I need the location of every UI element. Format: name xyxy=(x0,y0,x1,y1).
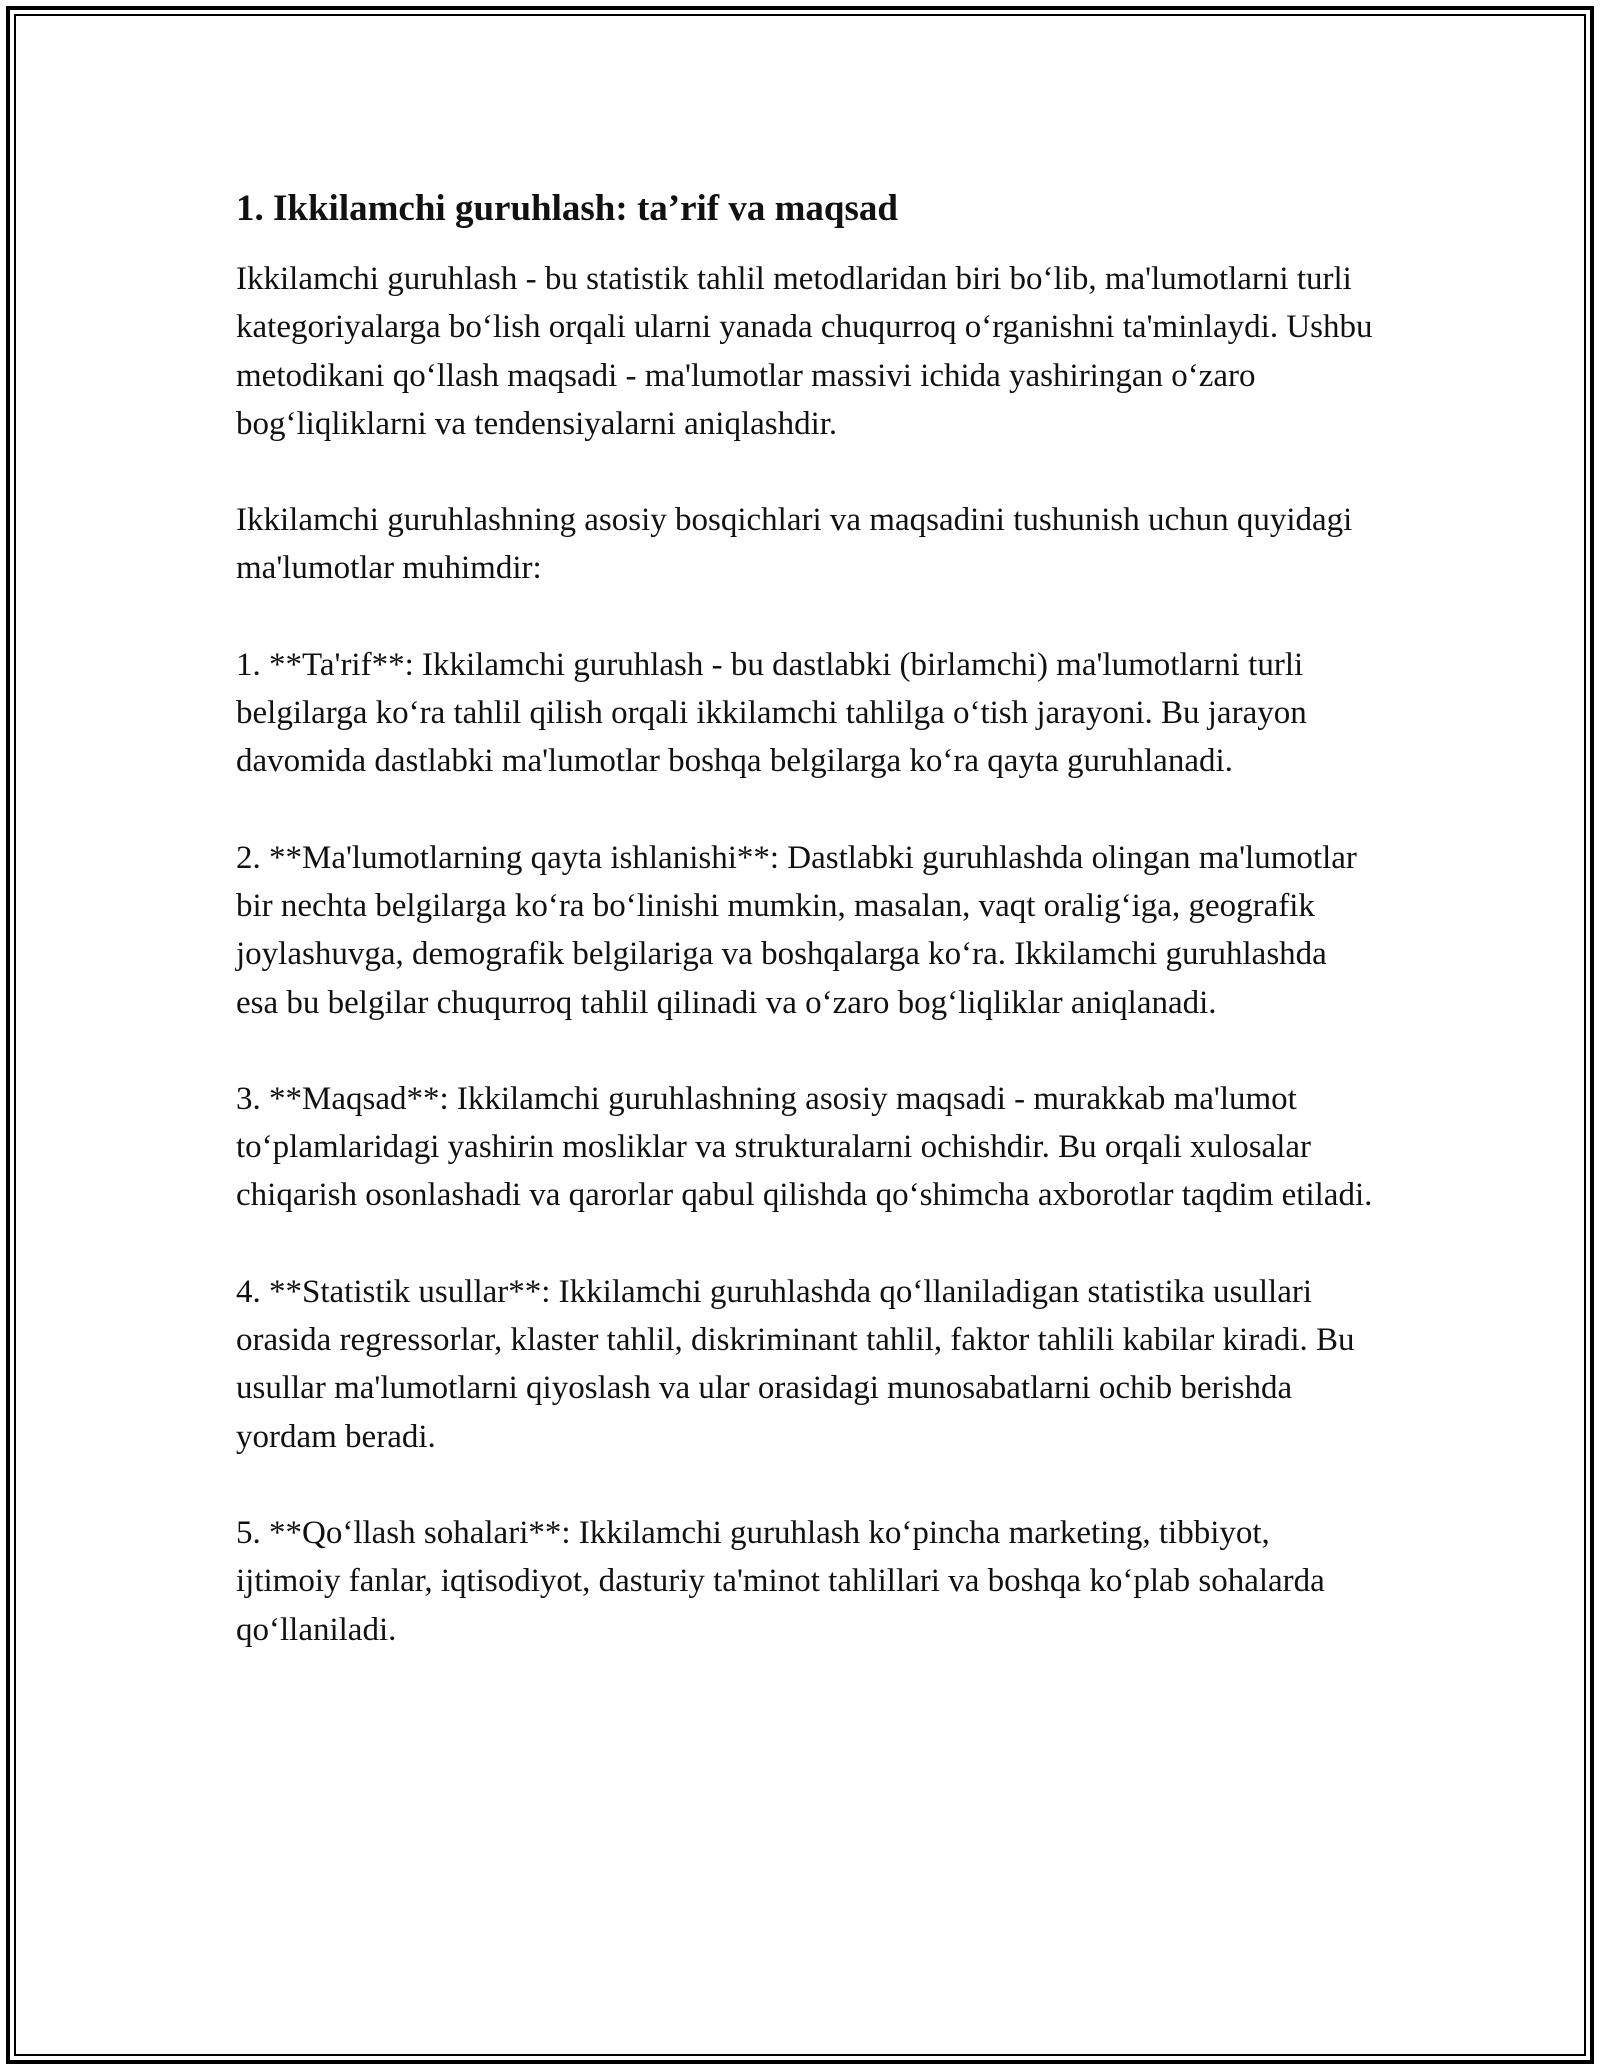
list-item-application-areas: 5. **Qo‘llash sohalari**: Ikkilamchi guruhlash ko‘pincha marketing, tibbiyot, ijtimoiy fanlar, iqtisodiyot, dasturiy ta'minot tahlillari va boshqa ko‘plab sohalarda qo‘llaniladi. xyxy=(236,1514,1325,1648)
list-item-statistical-methods: 4. **Statistik usullar**: Ikkilamchi guruhlashda qo‘llaniladigan statistika usullari orasida regressorlar, klaster tahlil, diskriminant tahlil, faktor tahlili kabilar kiradi. Bu usullar ma'lumotlarni qiyoslash va ular orasidagi munosabatlarni ochib berishda yordam beradi. xyxy=(236,1273,1355,1455)
intro-paragraph: Ikkilamchi guruhlash - bu statistik tahlil metodlaridan biri bo‘lib, ma'lumotlarni turli kategoriyalarga bo‘lish orqali ularni yanada chuqurroq o‘rganishni ta'minlaydi. Ushbu metodikani qo‘llash maqsadi - ma'lumotlar massivi ichida yashiringan o‘zaro bog‘liqliklarni va tendensiyalarni aniqlashdir. xyxy=(236,261,1373,442)
document-body xyxy=(236,185,1376,1702)
section-title: 1. Ikkilamchi guruhlash: ta’rif va maqsad xyxy=(236,188,898,229)
lead-in-paragraph: Ikkilamchi guruhlashning asosiy bosqichlari va maqsadini tushunish uchun quyidagi ma'lumotlar muhimdir: xyxy=(236,502,1353,587)
list-item-definition: 1. **Ta'rif**: Ikkilamchi guruhlash - bu dastlabki (birlamchi) ma'lumotlarni turli belgilarga ko‘ra tahlil qilish orqali ikkilamchi tahlilga o‘tish jarayoni. Bu jarayon davomida dastlabki ma'lumotlar boshqa belgilarga ko‘ra qayta guruhlanadi. xyxy=(236,646,1307,780)
list-item-purpose: 3. **Maqsad**: Ikkilamchi guruhlashning asosiy maqsadi - murakkab ma'lumot to‘plamlaridagi yashirin mosliklar va strukturalarni ochishdir. Bu orqali xulosalar chiqarish osonlashadi va qarorlar qabul qilishda qo‘shimcha axborotlar taqdim etiladi. xyxy=(236,1080,1373,1214)
list-item-data-processing: 2. **Ma'lumotlarning qayta ishlanishi**: Dastlabki guruhlashda olingan ma'lumotlar bir nechta belgilarga ko‘ra bo‘linishi mumkin, masalan, vaqt oralig‘iga, geografik joylashuvga, demografik belgilariga va boshqalarga ko‘ra. Ikkilamchi guruhlashda esa bu belgilar chuqurroq tahlil qilinadi va o‘zaro bog‘liqliklar aniqlanadi. xyxy=(236,839,1357,1021)
